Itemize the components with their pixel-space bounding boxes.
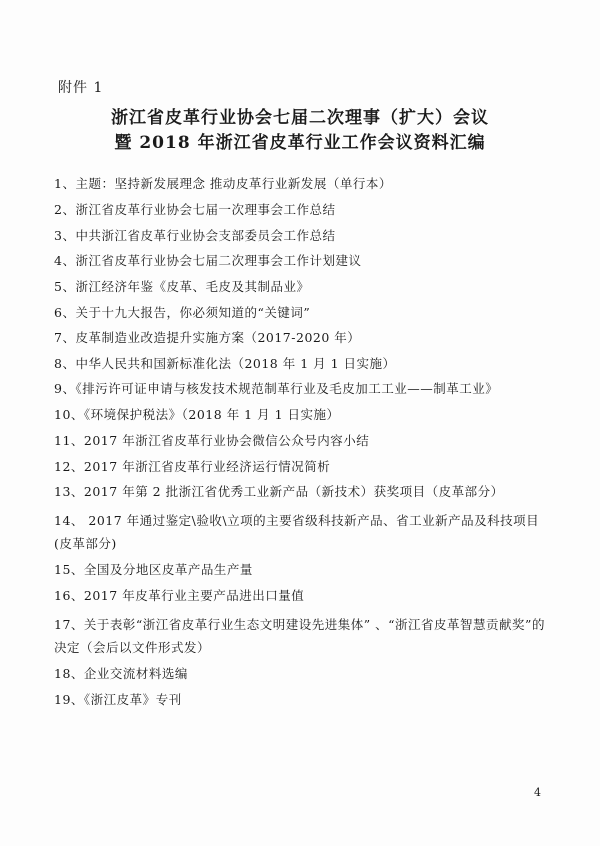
list-item: 3、中共浙江省皮革行业协会支部委员会工作总结 bbox=[54, 228, 336, 243]
list-item: 18、企业交流材料选编 bbox=[54, 666, 188, 681]
list-item: 10、《环境保护税法》（2018 年 1 月 1 日实施） bbox=[54, 407, 340, 422]
list-item: 14、 2017 年通过鉴定\验收\立项的主要省级科技新产品、省工业新产品及科技项目(皮革部分) bbox=[54, 513, 540, 551]
page-number: 4 bbox=[534, 786, 541, 799]
list-item: 7、皮革制造业改造提升实施方案（2017-2020 年） bbox=[54, 330, 361, 345]
list-item: 6、关于十九大报告，你必须知道的“关键词” bbox=[54, 305, 311, 320]
contents-list bbox=[54, 176, 554, 708]
list-item: 5、浙江经济年鉴《皮革、毛皮及其制品业》 bbox=[54, 279, 310, 294]
title-line-2: 暨 2018 年浙江省皮革行业工作会议资料汇编 bbox=[114, 133, 486, 153]
list-item: 8、中华人民共和国新标准化法（2018 年 1 月 1 日实施） bbox=[54, 356, 396, 371]
list-item: 17、关于表彰“浙江省皮革行业生态文明建设先进集体” 、“浙江省皮革智慧贡献奖”的决定（会后以文件形式发） bbox=[54, 617, 545, 655]
list-item: 15、全国及分地区皮革产品生产量 bbox=[54, 562, 253, 577]
title-line-1: 浙江省皮革行业协会七届二次理事（扩大）会议 bbox=[111, 108, 489, 128]
list-item: 12、2017 年浙江省皮革行业经济运行情况简析 bbox=[54, 459, 331, 474]
list-item: 19、《浙江皮革》专刊 bbox=[54, 692, 182, 707]
list-item: 2、浙江省皮革行业协会七届一次理事会工作总结 bbox=[54, 202, 336, 217]
list-item: 16、2017 年皮革行业主要产品进出口量值 bbox=[54, 588, 305, 603]
list-item: 11、2017 年浙江省皮革行业协会微信公众号内容小结 bbox=[54, 433, 370, 448]
attachment-label: 附件 1 bbox=[58, 80, 104, 96]
list-item: 4、浙江省皮革行业协会七届二次理事会工作计划建议 bbox=[54, 253, 362, 268]
list-item: 13、2017 年第 2 批浙江省优秀工业新产品（新技术）获奖项目（皮革部分） bbox=[54, 484, 504, 499]
list-item: 1、主题：坚持新发展理念 推动皮革行业新发展（单行本） bbox=[54, 176, 392, 191]
list-item: 9、《排污许可证申请与核发技术规范制革行业及毛皮加工工业——制革工业》 bbox=[54, 381, 499, 396]
